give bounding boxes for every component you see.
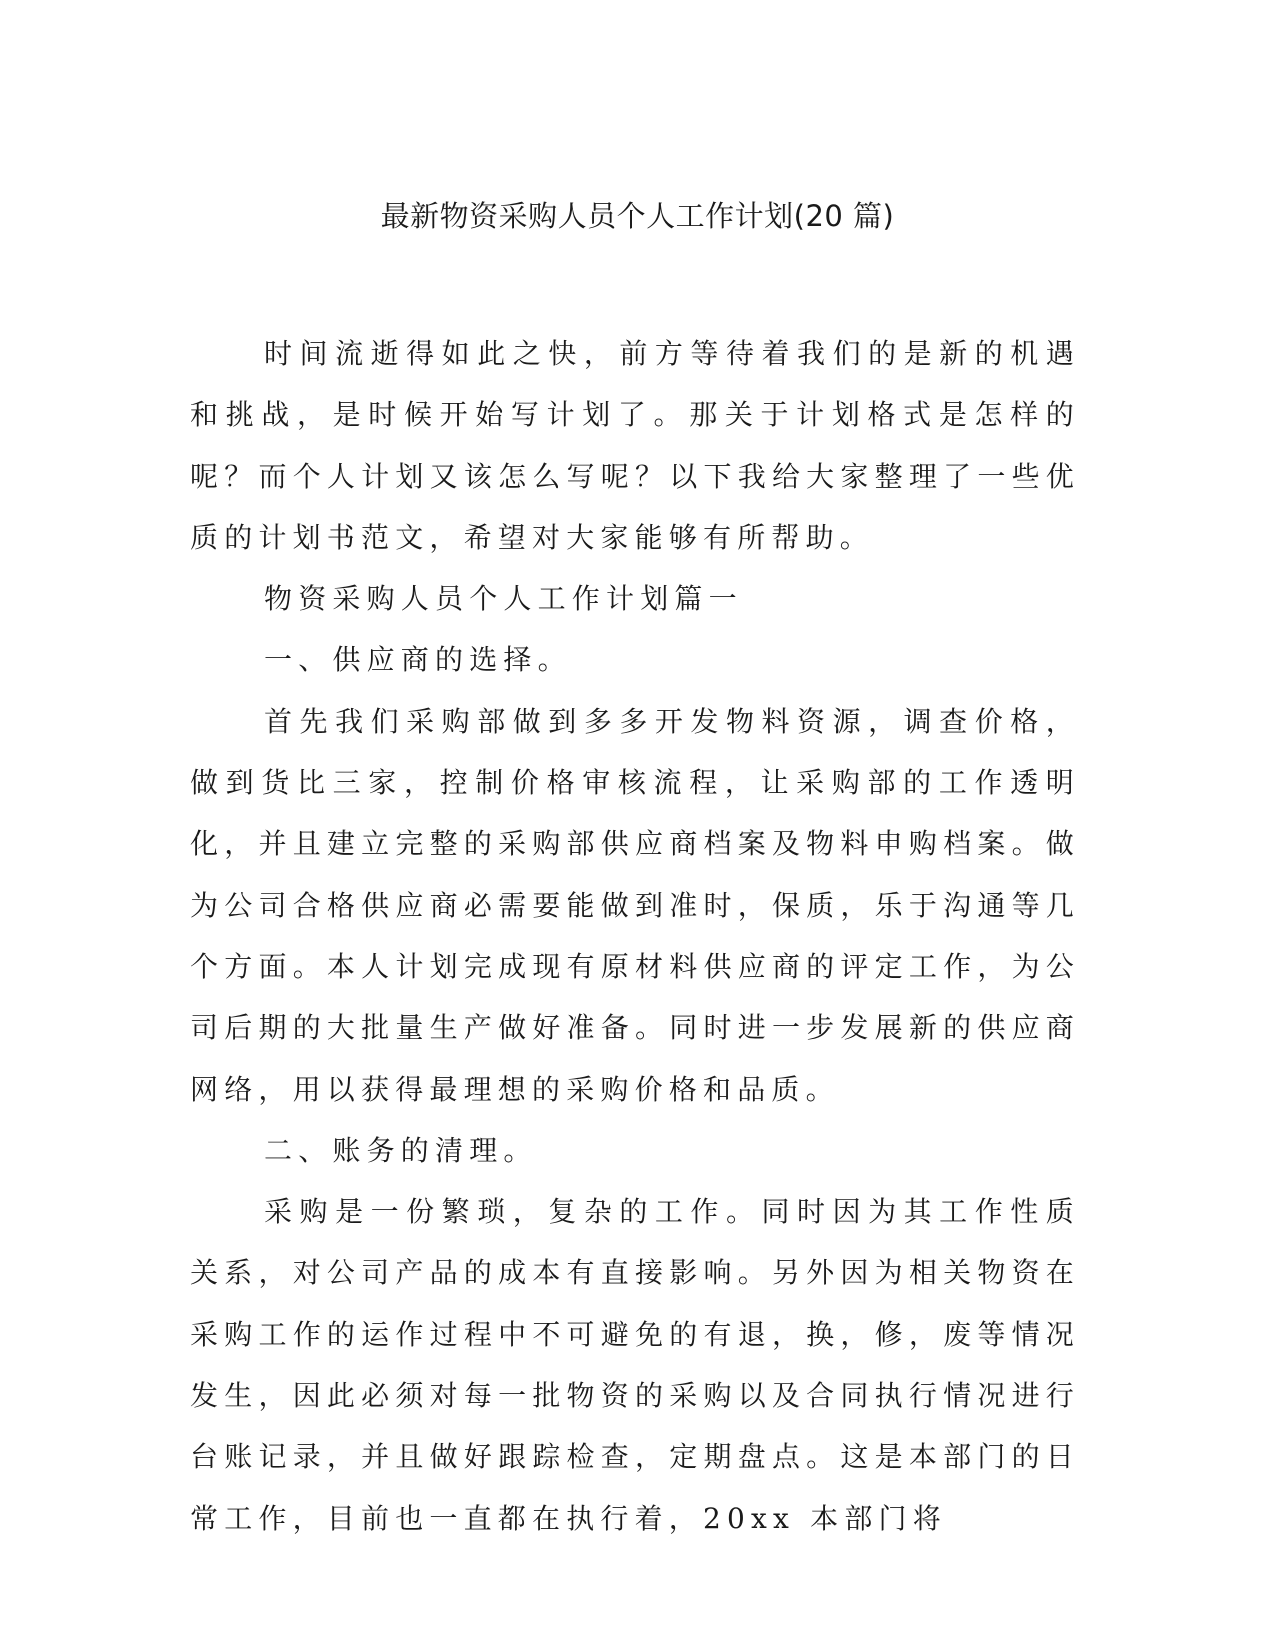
intro-paragraph: 时间流逝得如此之快，前方等待着我们的是新的机遇和挑战，是时候开始写计划了。那关于计划格式是怎样的呢？而个人计划又该怎么写呢？以下我给大家整理了一些优质的计划书范文，希望对大家能够有所帮助。 <box>190 337 1080 554</box>
subheading-account-cleanup: 二、账务的清理。 <box>264 1133 538 1167</box>
document-title: 最新物资采购人员个人工作计划(20 篇) <box>380 199 895 233</box>
document-body <box>190 323 1080 1549</box>
subheading-supplier-selection: 一、供应商的选择。 <box>264 643 572 677</box>
supplier-selection-paragraph: 首先我们采购部做到多多开发物料资源，调查价格，做到货比三家，控制价格审核流程，让采购部的工作透明化，并且建立完整的采购部供应商档案及物料申购档案。做为公司合格供应商必需要能做到准时，保质，乐于沟通等几个方面。本人计划完成现有原材料供应商的评定工作，为公司后期的大批量生产做好准备。同时进一步发展新的供应商网络，用以获得最理想的采购价格和品质。 <box>190 704 1080 1106</box>
section-heading-part-one: 物资采购人员个人工作计划篇一 <box>264 582 743 616</box>
account-cleanup-paragraph: 采购是一份繁琐，复杂的工作。同时因为其工作性质关系，对公司产品的成本有直接影响。另外因为相关物资在采购工作的运作过程中不可避免的有退，换，修，废等情况发生，因此必须对每一批物资的采购以及合同执行情况进行台账记录，并且做好跟踪检查，定期盘点。这是本部门的日常工作，目前也一直都在执行着，20xx 本部门将 <box>190 1195 1080 1535</box>
